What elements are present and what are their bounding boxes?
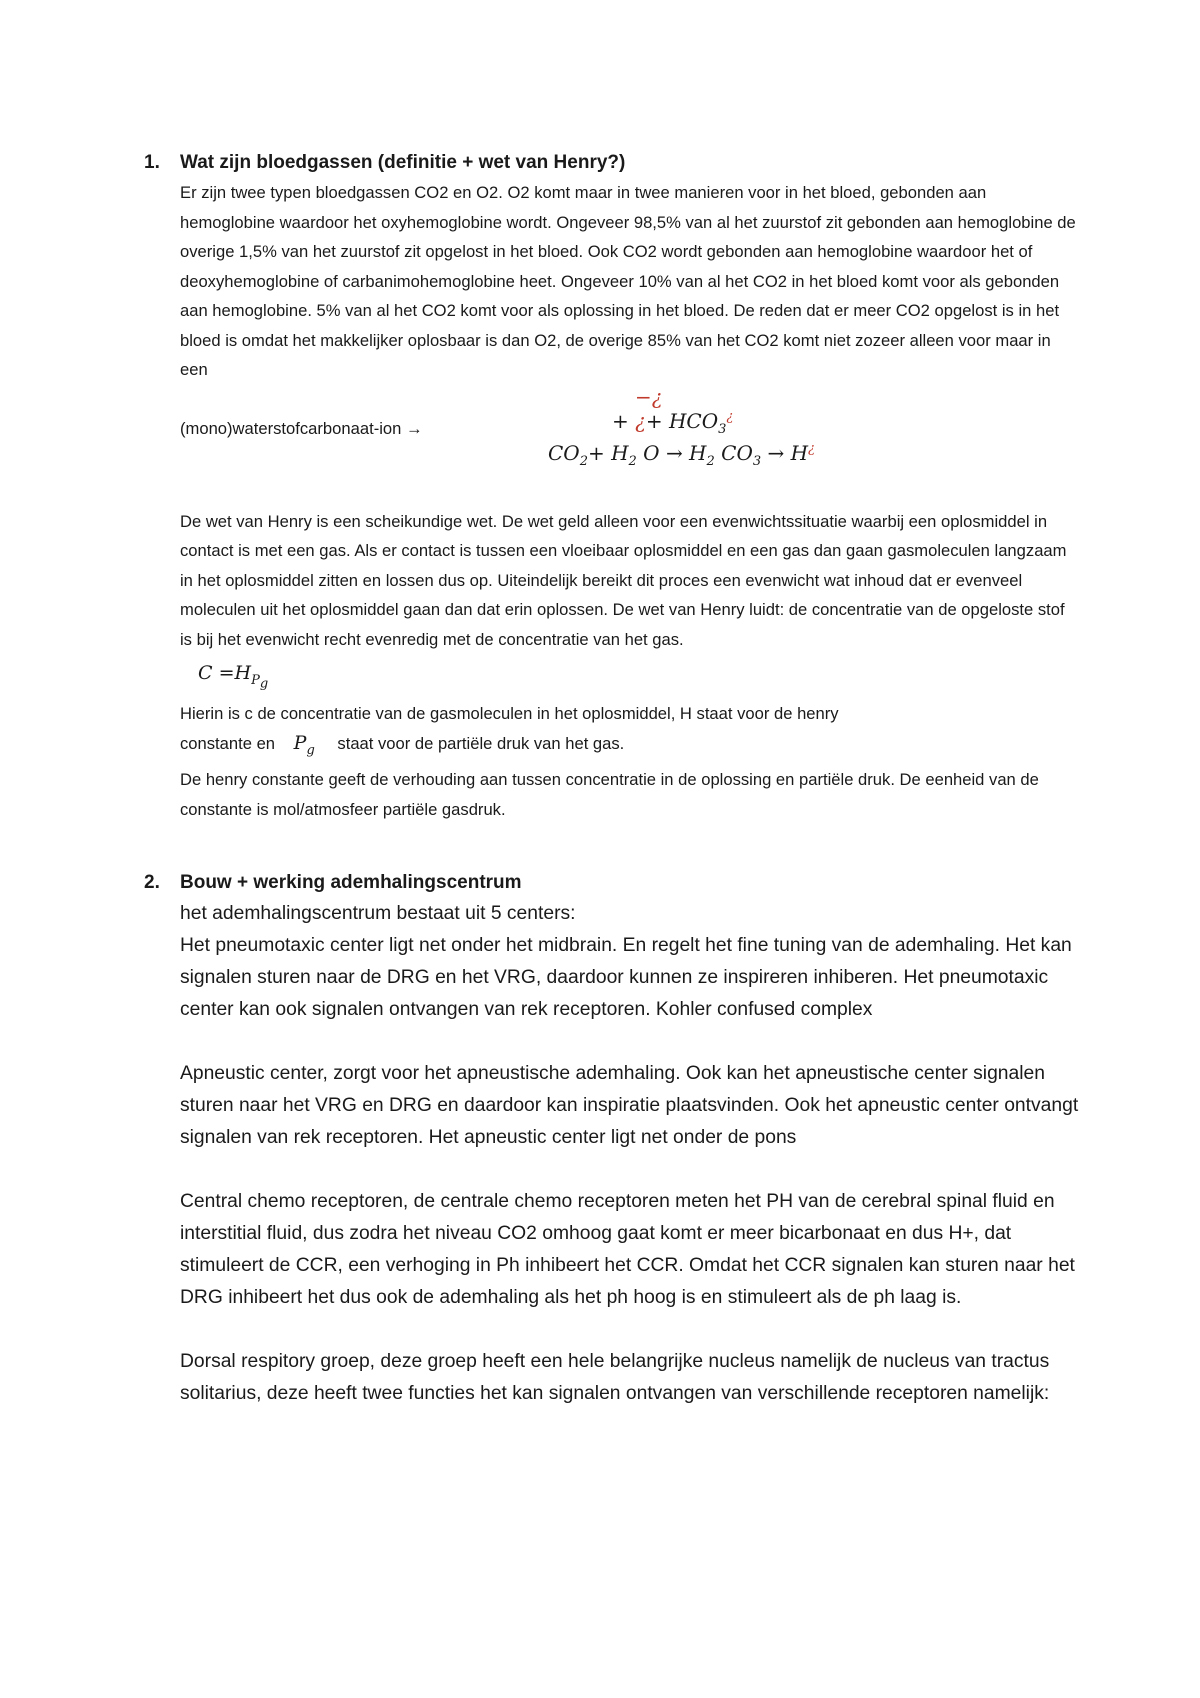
henry-law-paragraph: De wet van Henry is een scheikundige wet. De wet geld alleen voor een evenwichtssituatie waarbij een oplosmiddel in contact is met een gas. Als er contact is tussen een vloeibaar oplosmiddel en een gas dan gaan gasmoleculen langzaam in het oplosmiddel zitten en lossen dus op. Uiteindelijk bereikt dit proces een evenwicht wat inhoud dat er evenveel moleculen uit het oplosmiddel gaan dan dat erin oplossen. De wet van Henry luidt: de concentratie van de opgeloste stof is bij het evenwicht recht evenredig met de concentratie van het gas.	[180, 511, 1067, 649]
formula-bicarbonate-line: + ¿+ $HCO_3^¿$	[612, 408, 734, 437]
dorsal-group-paragraph: Dorsal respitory groep, deze groep heeft een hele belangrijke nucleus namelijk de nucleus van tractus solitarius, deze heeft twee functies het kan signalen ontvangen van verschillende receptoren namelijk:	[180, 1351, 1050, 1404]
apneustic-paragraph: Apneustic center, zorgt voor het apneustische ademhaling. Ook kan het apneustische center signalen sturen naar het VRG en DRG en daardoor kan inspiratie plaatsvinden. Ook het apneustic center ontvangt signalen van rek receptoren. Het apneustic center ligt net onder de pons	[180, 1063, 1079, 1148]
spacer	[180, 479, 1080, 507]
question-1-number: 1.	[144, 152, 160, 173]
question-1-title: Wat zijn bloedgassen (definitie + wet van Henry?)	[180, 152, 626, 173]
henry-pg-line	[180, 729, 1080, 765]
question-1	[144, 148, 1080, 824]
carbonate-formula-row	[180, 385, 1080, 479]
henry-equation: $C =H_{P_g}$	[198, 662, 269, 692]
question-2-title: Bouw + werking ademhalingscentrum	[180, 872, 522, 893]
bloedgassen-paragraph: Er zijn twee typen bloedgassen CO2 en O2. O2 komt maar in twee manieren voor in het bloed, gebonden aan hemoglobine waardoor het oxyhemoglobine wordt. Ongeveer 98,5% van al het zuurstof zit gebonden aan hemoglobine de overige 1,5% van het zuurstof zit opgelost in het bloed. Ook CO2 wordt gebonden aan hemoglobine waardoor het of deoxyhemoglobine of carbanimohemoglobine heet. Ongeveer 10% van al het CO2 in het bloed komt voor als gebonden aan hemoglobine. 5% van al het CO2 komt voor als oplossing in het bloed. De reden dat er meer CO2 opgelost is in het bloed is omdat het makkelijker oplosbaar is dan O2, de overige 85% van het CO2 komt niet zozeer alleen voor maar in een	[180, 183, 1076, 379]
central-chemo-paragraph: Central chemo receptoren, de centrale chemo receptoren meten het PH van de cerebral spinal fluid en interstitial fluid, dus zodra het niveau CO2 omhoog gaat komt er meer bicarbonaat en dus H+, dat stimuleert de CCR, een verhoging in Ph inhibeert het CCR. Omdat het CCR signalen kan sturen naar het DRG inhibeert het dus ook de ademhaling als het ph hoog is en stimuleert als de ph laag is.	[180, 1191, 1075, 1308]
henry-constant-paragraph: De henry constante geeft de verhouding aan tussen concentratie in de oplossing en partiële druk. De eenheid van de constante is mol/atmosfeer partiële gasdruk.	[180, 770, 1039, 819]
question-2	[144, 868, 1080, 1410]
henry-explanation-line: Hierin is c de concentratie van de gasmoleculen in het oplosmiddel, H staat voor de henry	[180, 704, 839, 724]
formula-reaction-line: $CO_2+ H_2$ $O \to H_2$ $CO_3 \to H^¿$	[548, 440, 816, 469]
partial-pressure-symbol: $P_g$	[293, 731, 315, 758]
pneumotaxic-paragraph: Het pneumotaxic center ligt net onder het midbrain. En regelt het fine tuning van de ademhaling. Het kan signalen sturen naar de DRG en het VRG, daardoor kunnen ze inspireren inhiberen. Het pneumotaxic center kan ook signalen ontvangen van rek receptoren. Kohler confused complex	[180, 935, 1072, 1020]
question-2-number: 2.	[144, 872, 160, 893]
henry-pg-suffix: staat voor de partiële druk van het gas.	[337, 733, 625, 753]
henry-pg-prefix: constante en	[180, 733, 276, 753]
formula-label: (mono)waterstofcarbonaat-ion →	[180, 418, 423, 438]
formula-charge-line: −¿	[635, 384, 663, 409]
centers-intro: het ademhalingscentrum bestaat uit 5 centers:	[180, 903, 576, 924]
